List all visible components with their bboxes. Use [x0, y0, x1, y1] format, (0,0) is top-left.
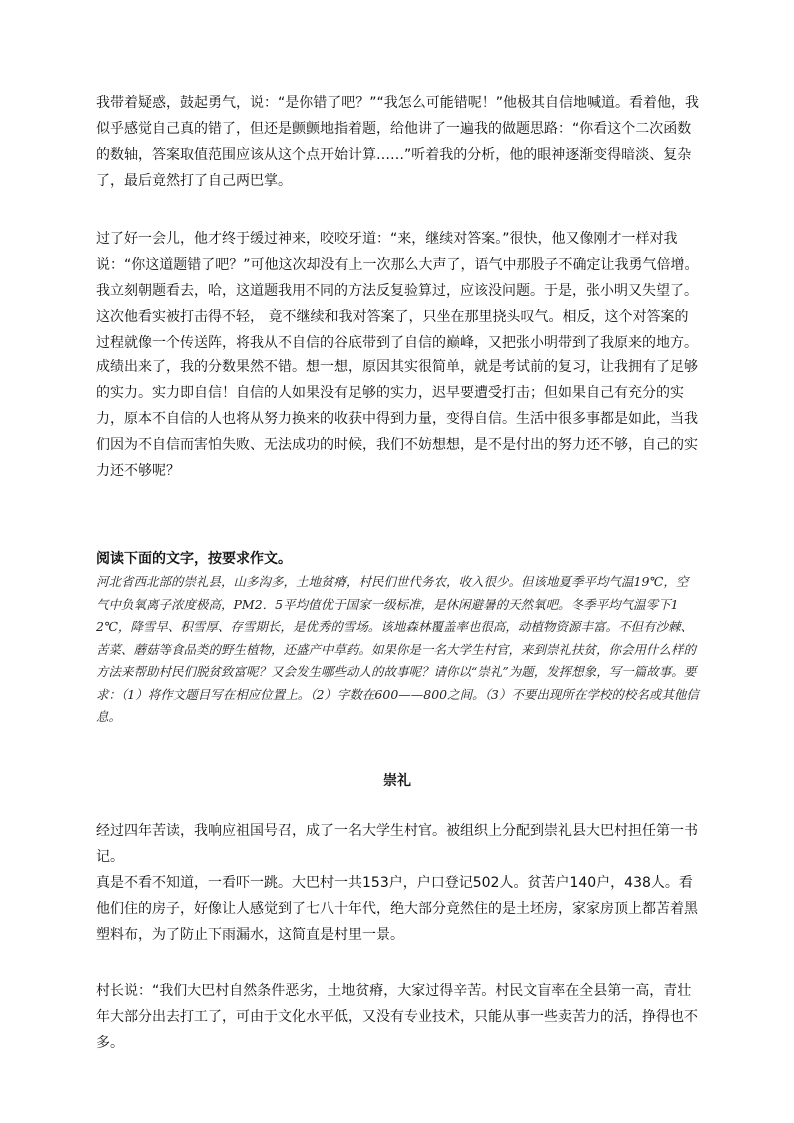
task-heading: 阅读下面的文字，按要求作文。 — [96, 551, 292, 567]
essay-title: 崇礼 — [383, 773, 411, 789]
paragraph-confrontation: 我带着疑惑，鼓起勇气，说：“是你错了吧？”“我怎么可能错呢！”他极其自信地喊道。看着他，我似乎感觉自己真的错了，但还是颤颤地指着题，给他讲了一遍我的做题思路：“你看这个二次函数的数轴，答案取值范围应该从这个点开始计算……”听着我的分析，他的眼神逐渐变得暗淡、复杂了，最后竟然打了自己两巴掌。 — [96, 95, 700, 189]
essay-paragraph-village: 真是不看不知道，一看吓一跳。大巴村一共153户，户口登记502人。贫苦户140户，438人。看他们住的房子，好像让人感觉到了七八十年代，绝大部分竟然住的是土坯房，家家房顶上都苫着黑塑料布，为了防止下雨漏水，这简直是村里一景。 — [96, 875, 698, 943]
essay-paragraph-chief: 村长说：“我们大巴村自然条件恶劣，土地贫瘠，大家过得辛苦。村民文盲率在全县第一高，青壮年大部分出去打工了，可由于文化水平低，又没有专业技术，只能从事一些卖苦力的活，挣得也不多。 — [96, 983, 698, 1051]
paragraph-conclusion: 成绩出来了，我的分数果然不错。想一想，原因其实很简单，就是考试前的复习，让我拥有了足够的实力。实力即自信！自信的人如果没有足够的实力，迟早要遭受打击；但如果自己有充分的实力，原本不自信的人也将从努力换来的收获中得到力量，变得自信。生活中很多事都是如此，当我们因为不自信而害怕失败、无法成功的时候，我们不妨想想，是不是付出的努力还不够，自己的实力还不够呢？ — [96, 359, 698, 479]
paragraph-answer-check: 过了好一会儿，他才终于缓过神来，咬咬牙道：“来，继续对答案。”很快，他又像刚才一样对我说：“你这道题错了吧？”可他这次却没有上一次那么大声了，语气中那股子不确定让我勇气倍增。我立刻朝题看去，哈，这道题我用不同的方法反复验算过，应该没问题。于是，张小明又失望了。这次他看实被打击得不轻， 竟不继续和我对答案了，只坐在那里挠头叹气。相反，这个对答案的过程就像一个传送阵，将我从不自信的谷底带到了自信的巅峰，又把张小明带到了我原来的地方。 — [96, 231, 699, 351]
essay-paragraph-intro: 经过四年苦读，我响应祖国号召，成了一名大学生村官。被组织上分配到崇礼县大巴村担任第一书记。 — [96, 823, 698, 865]
task-prompt: 河北省西北部的崇礼县，山多沟多，土地贫瘠，村民们世代务农，收入很少。但该地夏季平均气温19℃，空气中负氧离子浓度极高，PM2．5平均值优于国家一级标准，是休闲避暑的天然氧吧。冬季平均气温零下12℃，降雪早、积雪厚、存雪期长，是优秀的雪场。该地森林覆盖率也很高，动植物资源丰富。不但有沙棘、苦菜、蘑菇等食品类的野生植物，还盛产中草药。如果你是一名大学生村官，来到崇礼扶贫，你会用什么样的方法来帮助村民们脱贫致富呢？又会发生哪些动人的故事呢？请你以“崇礼”为题，发挥想象，写一篇故事。要求：（1）将作文题目写在相应位置上。（2）字数在600——800之间。（3）不要出现所在学校的校名或其他信息。 — [96, 574, 699, 724]
